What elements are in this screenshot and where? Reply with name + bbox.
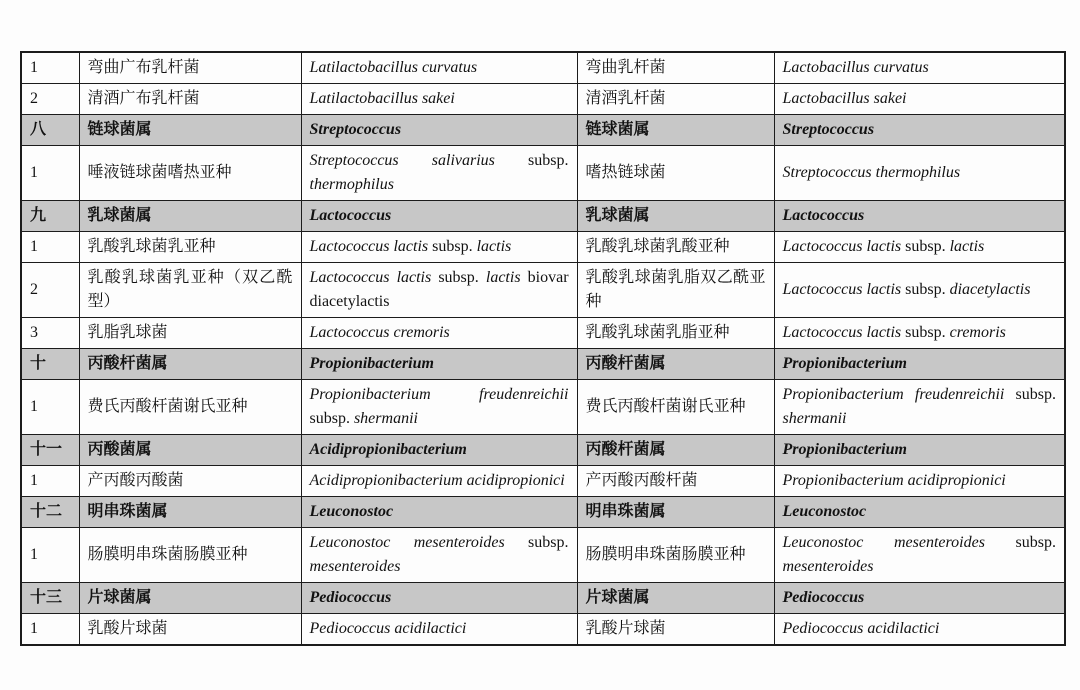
latin-name-new-cell [774,497,1065,528]
text-segment: Lactococcus [782,207,865,224]
text-segment: Propionibacterium [782,355,907,372]
latin-name-old-cell [301,232,577,263]
text-segment: Propionibacterium acidipropionici [782,472,1006,489]
text-segment: cremoris [949,324,1006,341]
index-cell [21,349,79,380]
cn-name-new-cell [577,263,774,318]
text-segment: Acidipropionibacterium [309,441,467,458]
cn-name-new-cell [577,528,774,583]
latin-name-new-cell [774,435,1065,466]
text-segment: Lactococcus lactis [782,238,906,255]
species-row [21,84,1065,115]
text-segment: 1 [30,398,38,415]
text-segment: Acidipropionibacterium acidipropionici [309,472,565,489]
text-segment: mesenteroides [309,558,401,575]
cn-name-old-cell [79,435,301,466]
text-segment: Latilactobacillus sakei [309,90,455,107]
cn-name-old-cell [79,349,301,380]
latin-name-old-cell [301,466,577,497]
cn-name-new-cell [577,349,774,380]
text-segment: 乳酸乳球菌乳亚种 [87,238,216,255]
text-segment: 十一 [30,441,63,458]
species-row [21,263,1065,318]
text-segment: 1 [30,59,38,76]
species-row [21,614,1065,646]
cn-name-new-cell [577,583,774,614]
text-segment: 肠膜明串珠菌肠膜亚种 [585,546,746,563]
text-segment: 丙酸杆菌属 [585,441,666,458]
text-segment: 1 [30,238,38,255]
text-segment: shermanii [353,410,418,427]
text-segment: 乳球菌属 [585,207,650,224]
text-segment: subsp. [905,238,950,255]
text-segment: lactis [949,238,985,255]
genus-row [21,497,1065,528]
text-segment: lactis [485,269,528,286]
text-segment: 产丙酸丙酸杆菌 [585,472,698,489]
cn-name-new-cell [577,201,774,232]
index-cell [21,84,79,115]
index-cell [21,380,79,435]
text-segment: thermophilus [309,176,394,193]
cn-name-new-cell [577,52,774,84]
index-cell [21,232,79,263]
latin-name-old-cell [301,497,577,528]
genus-row [21,583,1065,614]
text-segment: 1 [30,546,38,563]
cn-name-old-cell [79,614,301,646]
text-segment: 乳酸乳球菌乳脂亚种 [585,324,730,341]
latin-name-old-cell [301,349,577,380]
latin-name-new-cell [774,263,1065,318]
text-segment: subsp. [905,281,950,298]
index-cell [21,528,79,583]
text-segment: Pediococcus [782,589,865,606]
text-segment: 明串珠菌属 [87,503,168,520]
index-cell [21,146,79,201]
species-correspondence-table [20,51,1066,646]
latin-name-new-cell [774,318,1065,349]
text-segment: 肠膜明串珠菌肠膜亚种 [87,546,248,563]
latin-name-new-cell [774,115,1065,146]
text-segment: 链球菌属 [87,121,152,138]
genus-row [21,349,1065,380]
index-cell [21,466,79,497]
index-cell [21,614,79,646]
latin-name-old-cell [301,84,577,115]
text-segment: 十 [30,355,47,372]
text-segment: 唾液链球菌嗜热亚种 [87,164,232,181]
text-segment: 片球菌属 [87,589,152,606]
cn-name-old-cell [79,380,301,435]
cn-name-old-cell [79,146,301,201]
text-segment: 十三 [30,589,63,606]
latin-name-old-cell [301,201,577,232]
latin-name-new-cell [774,349,1065,380]
text-segment: 费氏丙酸杆菌谢氏亚种 [585,398,746,415]
text-segment: 1 [30,164,38,181]
text-segment: Lactococcus lactis [782,324,906,341]
text-segment: shermanii [782,410,847,427]
text-segment: Streptococcus salivarius [309,152,529,169]
latin-name-new-cell [774,466,1065,497]
text-segment: 乳酸乳球菌乳亚种（双乙酰型） [87,269,293,310]
text-segment: Leuconostoc mesenteroides [309,534,529,551]
latin-name-old-cell [301,263,577,318]
species-row [21,380,1065,435]
cn-name-new-cell [577,146,774,201]
cn-name-old-cell [79,528,301,583]
cn-name-new-cell [577,466,774,497]
text-segment: 2 [30,90,38,107]
text-segment: 1 [30,620,38,637]
text-segment: 九 [30,207,47,224]
text-segment: subsp. [1015,534,1056,551]
text-segment: Leuconostoc [309,503,394,520]
text-segment: Streptococcus [309,121,402,138]
cn-name-old-cell [79,84,301,115]
text-segment: subsp. [528,534,569,551]
text-segment: subsp. [905,324,950,341]
cn-name-old-cell [79,115,301,146]
text-segment: Streptococcus thermophilus [782,164,961,181]
cn-name-new-cell [577,497,774,528]
text-segment: 清酒广布乳杆菌 [87,90,200,107]
text-segment: 2 [30,281,38,298]
latin-name-old-cell [301,380,577,435]
text-segment: Propionibacterium [309,355,434,372]
text-segment: Propionibacterium freudenreichii [309,386,569,403]
text-segment: 十二 [30,503,63,520]
latin-name-old-cell [301,115,577,146]
text-segment: 嗜热链球菌 [585,164,666,181]
text-segment: Lactococcus lactis [782,281,906,298]
text-segment: 乳脂乳球菌 [87,324,168,341]
genus-row [21,201,1065,232]
text-segment: Lactococcus lactis [309,269,439,286]
cn-name-old-cell [79,232,301,263]
text-segment: biovar diacetylactis [309,269,569,310]
text-segment: Lactococcus cremoris [309,324,450,341]
text-segment: Lactococcus [309,207,392,224]
latin-name-new-cell [774,84,1065,115]
latin-name-new-cell [774,528,1065,583]
species-row [21,318,1065,349]
cn-name-new-cell [577,115,774,146]
text-segment: Lactococcus lactis [309,238,433,255]
latin-name-new-cell [774,380,1065,435]
latin-name-old-cell [301,614,577,646]
text-segment: Streptococcus [782,121,875,138]
latin-name-old-cell [301,146,577,201]
text-segment: 乳酸乳球菌乳脂双乙酰亚种 [585,269,766,310]
latin-name-new-cell [774,201,1065,232]
index-cell [21,52,79,84]
text-segment: Pediococcus acidilactici [782,620,940,637]
index-cell [21,435,79,466]
text-segment: 乳球菌属 [87,207,152,224]
cn-name-old-cell [79,263,301,318]
text-segment: 清酒乳杆菌 [585,90,666,107]
text-segment: Lactobacillus curvatus [782,59,929,76]
index-cell [21,115,79,146]
latin-name-old-cell [301,318,577,349]
text-segment: 链球菌属 [585,121,650,138]
text-segment: 片球菌属 [585,589,650,606]
cn-name-old-cell [79,52,301,84]
text-segment: subsp. [1015,386,1056,403]
latin-name-new-cell [774,146,1065,201]
cn-name-new-cell [577,380,774,435]
cn-name-old-cell [79,466,301,497]
text-segment: 八 [30,121,47,138]
text-segment: subsp. [528,152,569,169]
latin-name-old-cell [301,435,577,466]
latin-name-old-cell [301,583,577,614]
index-cell [21,583,79,614]
cn-name-new-cell [577,318,774,349]
index-cell [21,497,79,528]
text-segment: Propionibacterium freudenreichii [782,386,1016,403]
text-segment: Pediococcus [309,589,392,606]
text-segment: 明串珠菌属 [585,503,666,520]
text-segment: Pediococcus acidilactici [309,620,467,637]
text-segment: Lactobacillus sakei [782,90,907,107]
latin-name-new-cell [774,232,1065,263]
cn-name-old-cell [79,201,301,232]
text-segment: Leuconostoc mesenteroides [782,534,1016,551]
text-segment: Latilactobacillus curvatus [309,59,478,76]
species-row [21,52,1065,84]
text-segment: diacetylactis [949,281,1031,298]
text-segment: Leuconostoc [782,503,867,520]
index-cell [21,318,79,349]
text-segment: 产丙酸丙酸菌 [87,472,184,489]
text-segment: subsp. [309,410,354,427]
text-segment: mesenteroides [782,558,874,575]
latin-name-new-cell [774,614,1065,646]
text-segment: 3 [30,324,38,341]
latin-name-new-cell [774,52,1065,84]
cn-name-old-cell [79,497,301,528]
species-row [21,146,1065,201]
genus-row [21,115,1065,146]
genus-row [21,435,1065,466]
species-row [21,232,1065,263]
text-segment: 乳酸乳球菌乳酸亚种 [585,238,730,255]
text-segment: 弯曲乳杆菌 [585,59,666,76]
cn-name-new-cell [577,84,774,115]
text-segment: Propionibacterium [782,441,907,458]
cn-name-old-cell [79,318,301,349]
latin-name-old-cell [301,52,577,84]
text-segment: subsp. [432,238,477,255]
text-segment: 丙酸杆菌属 [87,355,168,372]
latin-name-new-cell [774,583,1065,614]
text-segment: 弯曲广布乳杆菌 [87,59,200,76]
species-row [21,466,1065,497]
species-row [21,528,1065,583]
text-segment: 1 [30,472,38,489]
cn-name-new-cell [577,232,774,263]
text-segment: 费氏丙酸杆菌谢氏亚种 [87,398,248,415]
cn-name-old-cell [79,583,301,614]
text-segment: 乳酸片球菌 [585,620,666,637]
index-cell [21,263,79,318]
text-segment: 乳酸片球菌 [87,620,168,637]
index-cell [21,201,79,232]
text-segment: 丙酸杆菌属 [585,355,666,372]
latin-name-old-cell [301,528,577,583]
text-segment: 丙酸菌属 [87,441,152,458]
text-segment: lactis [476,238,512,255]
text-segment: subsp. [438,269,486,286]
cn-name-new-cell [577,435,774,466]
cn-name-new-cell [577,614,774,646]
